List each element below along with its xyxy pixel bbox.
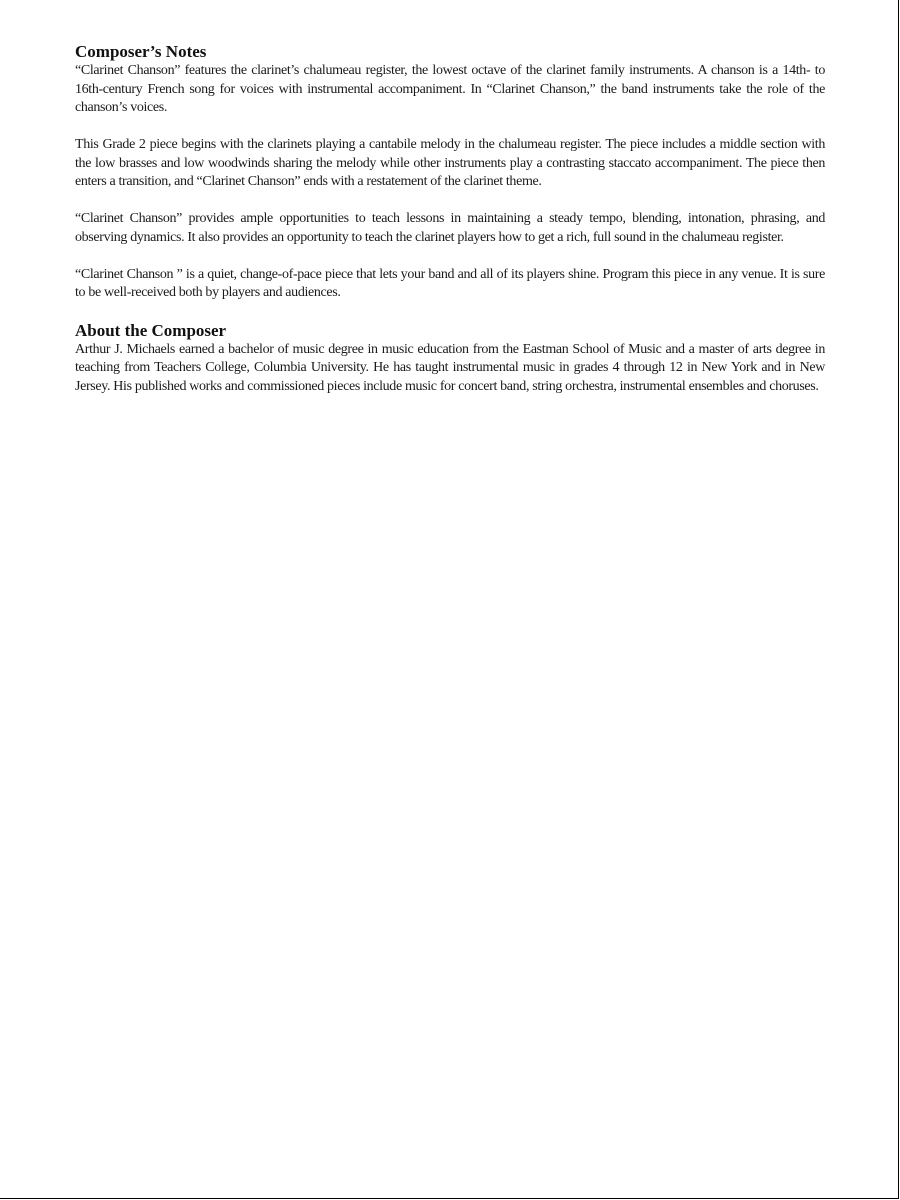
- about-composer-paragraph-1: Arthur J. Michaels earned a bachelor of music degree in music education from the Eastman School of Music and a master of arts degree in teaching from Teachers College, Columbia University. He has taught instrumental music in grades 4 through 12 in New York and in New Jersey. His published works and commissioned pieces include music for concert band, string orchestra, instrumental ensembles and choruses.: [75, 341, 825, 394]
- composers-notes-paragraph-3: “Clarinet Chanson” provides ample opportunities to teach lessons in maintaining a steady tempo, blending, intonation, phrasing, and observing dynamics. It also provides an opportunity to teach the clarinet players how to get a rich, full sound in the chalumeau register.: [75, 211, 825, 245]
- composers-notes-section: [75, 42, 825, 303]
- composers-notes-heading: Composer’s Notes: [75, 42, 207, 61]
- composers-notes-paragraph-2: This Grade 2 piece begins with the clarinets playing a cantabile melody in the chalumeau register. The piece includes a middle section with the low brasses and low woodwinds sharing the melody while other instruments play a contrasting staccato accompaniment. The piece then enters a transition, and “Clarinet Chanson” ends with a restatement of the clarinet theme.: [75, 137, 825, 189]
- about-composer-heading: About the Composer: [75, 320, 227, 340]
- composers-notes-paragraph-4: “Clarinet Chanson ” is a quiet, change-of-pace piece that lets your band and all of its players shine. Program this piece in any venue. It is sure to be well-received both by players and audiences.: [75, 266, 825, 300]
- page-content: [75, 42, 825, 396]
- about-composer-section: [75, 321, 825, 397]
- composers-notes-paragraph-1: “Clarinet Chanson” features the clarinet’s chalumeau register, the lowest octave of the clarinet family instruments. A chanson is a 14th- to 16th-century French song for voices with instrumental accompaniment. In “Clarinet Chanson,” the band instruments take the role of the chanson’s voices.: [75, 63, 825, 115]
